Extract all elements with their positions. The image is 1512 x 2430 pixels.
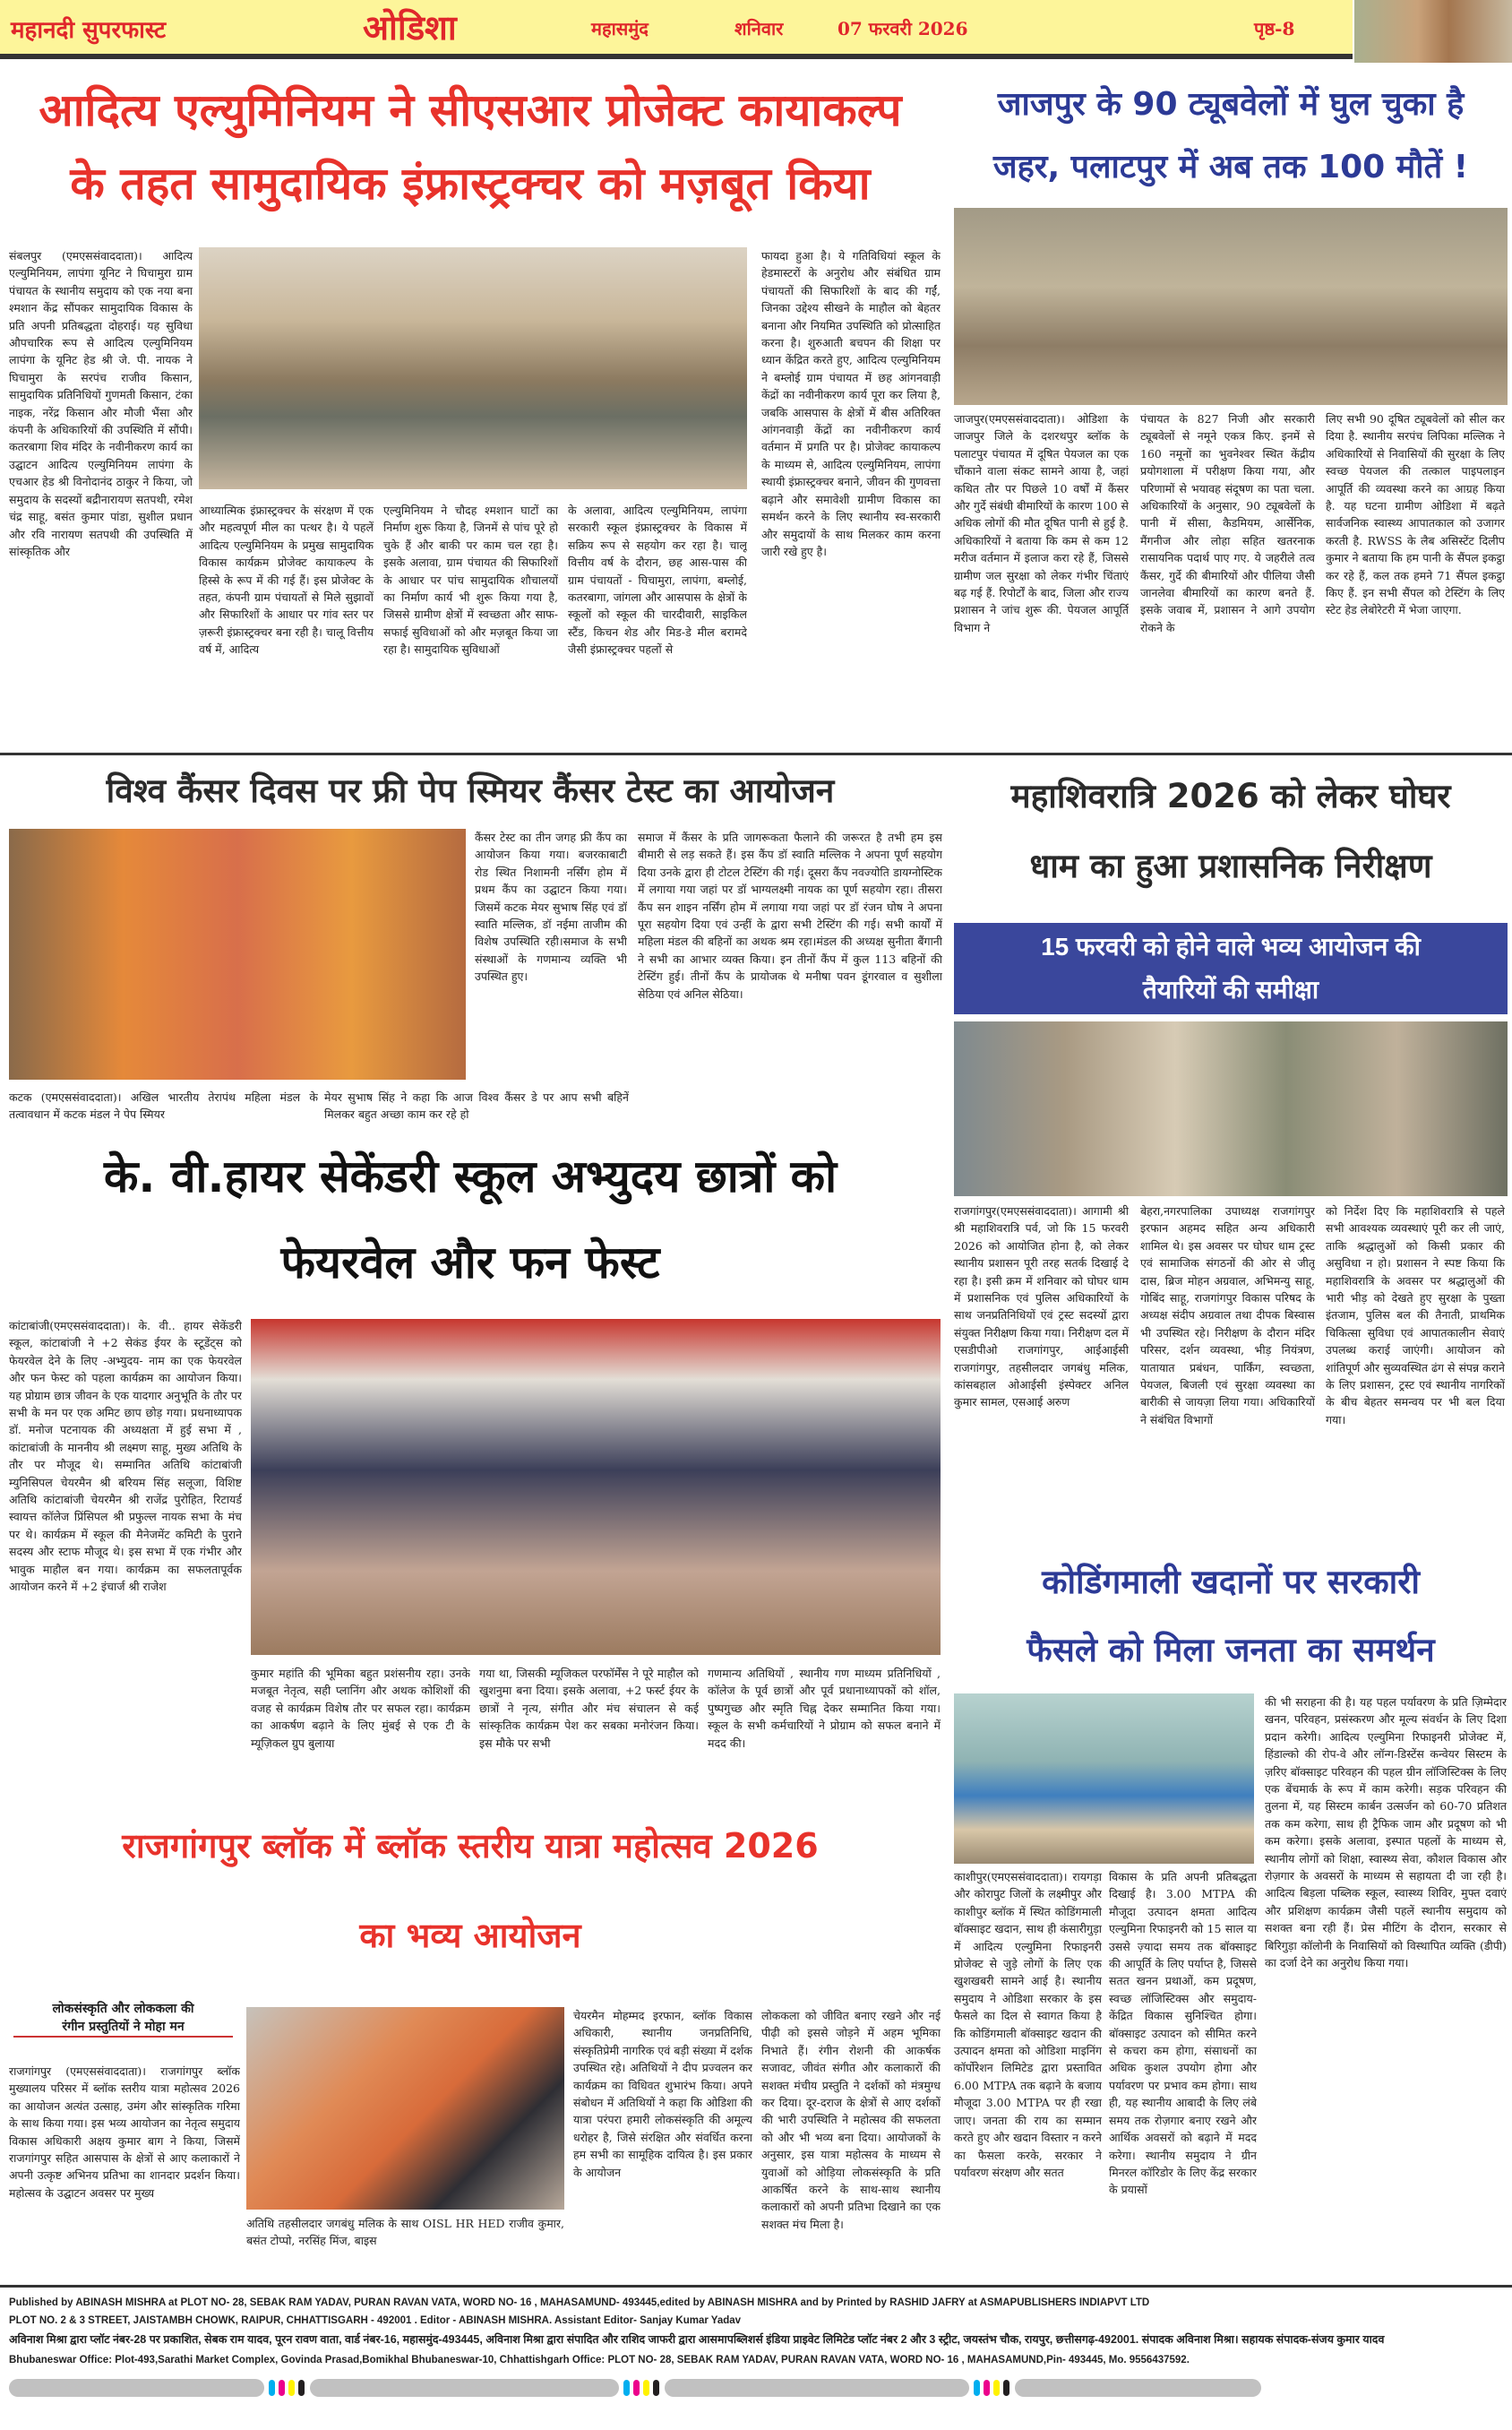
photo-caption: मेयर सुभाष सिंह ने कहा कि आज विश्व कैंसर डे पर आप सभी बहिनें मिलकर बहुत अच्छा काम कर रहे हो bbox=[324, 1090, 629, 1122]
article-text: समाज में कैंसर के प्रति जागरूकता फैलाने की जरूरत है तभी हम इस बीमारी से लड़ सकते हैं। इस कैंप डॉ स्वाति मल्लिक ने अपना पूर्ण सहयोग दिया उनके द्वारा ही टोटल टेस्टिंग की गई। दूसरा कैंप नवज्योति डायग्नोस्टिक में लगाया गया जहां पर डॉ भाग्यलक्ष्मी नायक का पूर्ण सहयोग रहा। तीसरा कैंप सन शाइन नर्सिंग होम में लगाया गया जहां पर डॉ रंजन घोष ने अपना पूरा सहयोग दिया एवं उन्हीं के द्वारा सभी टेस्टिंग की गई। सभी कार्यों में महिला मंडल की बहिनों का अथक श्रम रहा।मंडल की अध्यक्ष सुनीता बैंगानी ने सभी का आभार व्यक्त किया। इन तीनों कैंप में कुल 113 बहिनों की टेस्टिंग हुई। तीनों कैंप के प्रायोजक थे मनीषा पवन डूंगरवाल व सुशीला सेठिया एवं अनिल सेठिया। bbox=[638, 831, 942, 1001]
subheadline-rajgangpur bbox=[13, 2000, 233, 2038]
photo-yatra-festival bbox=[246, 2007, 564, 2210]
article-text: फायदा हुआ है। ये गतिविधियां स्कूल के हेडमास्टरों के अनुरोध और संबंधित ग्राम पंचायतों की सिफारिशों के बाद की गईं, जिनका उद्देश्य सीखने के माहौल को बेहतर बनाना और नियमित उपस्थिति को प्रोत्साहित करना है। शुरुआती बचपन की शिक्षा पर ध्यान केंद्रित करते हुए, आदित्य एल्युमिनियम ने बम्लोई ग्राम पंचायत में छह आंगनवाड़ी केंद्रों का नवीनीकरण कार्य पूरा कर लिया है, जबकि आसपास के क्षेत्रों में बीस अतिरिक्त आंगनवाड़ी केंद्रों का नवीनीकरण कार्य वर्तमान में प्रगति पर है। प्रोजेक्ट कायाकल्प के माध्यम से, आदित्य एल्युमिनियम, लापंगा स्थायी इंफ्रास्ट्रक्चर बनाने, जीवन की गुणवत्ता बढ़ाने और समावेशी ग्रामीण विकास का समर्थन करने के लिए स्थानीय स्व-सरकारी और समुदायों के साथ मिलकर काम करना जारी रखे हुए है। bbox=[761, 249, 941, 558]
subheadline-line: 15 फरवरी को होने वाले भव्य आयोजन की bbox=[1041, 933, 1421, 961]
headline-line: कोडिंगमाली खदानों पर सरकारी bbox=[1042, 1563, 1420, 1601]
headline-line: महाशिवरात्रि 2026 को लेकर घोघर bbox=[1010, 777, 1451, 815]
headline-line: धाम का हुआ प्रशासनिक निरीक्षण bbox=[1029, 847, 1432, 885]
article-text: एल्युमिनियम ने चौदह श्मशान घाटों का निर्माण शुरू किया है, जिनमें से पांच पूरे हो चुके हैं और बाकी पर काम चल रहा है। इसके अलावा, ग्राम पंचायत की सिफारिशों के आधार पर पांच सामुदायिक शौचालयों का निर्माण कार्य भी शुरू किया गया है, जिससे ग्रामीण क्षेत्रों में स्वच्छता और साफ-सफाई सुविधाओं को और मज़बूत किया जा रहा है। सामुदायिक सुविधाओं bbox=[383, 504, 558, 657]
headline-line: फैसले को मिला जनता का समर्थन bbox=[1027, 1631, 1435, 1669]
article-text: पंचायत के 827 निजी और सरकारी ट्यूबवेलों से नमूने एकत्र किए. इनमें से 160 नमूनों का भुवनेश्वर स्थित केंद्रीय प्रयोगशाला में परीक्षण किया गया, और परिणामों से भयावह संदूषण का पता चला. अधिकारियों के अनुसार, 90 ट्यूबवेलों के पानी में सीसा, कैडमियम, आर्सेनिक, मैंगनीज और लोहा सहित खतरनाक रासायनिक पदार्थ पाए गए. ये जहरीले तत्व कैंसर, गुर्दे की बीमारियों और पीलिया जैसी जानलेवा बीमारियों का कारण बनते हैं. इसके जवाब में, प्रशासन ने आगे उपयोग रोकने के bbox=[1140, 412, 1315, 634]
headline-rajgangpur bbox=[0, 1801, 941, 1980]
article-text: लोककला को जीवित बनाए रखने और नई पीढ़ी को इससे जोड़ने में अहम भूमिका निभाते हैं। रंगीन रोशनी की आकर्षक सजावट, जीवंत संगीत और कलाकारों की सशक्त मंचीय प्रस्तुति ने दर्शकों को मंत्रमुग्ध कर दिया। दूर-दराज के क्षेत्रों से आए दर्शकों की भारी उपस्थिति ने महोत्सव की सफलता को और भी भव्य बना दिया। आयोजकों के अनुसार, इस यात्रा महोत्सव के माध्यम से युवाओं को ओड़िया लोकसंस्कृति के प्रति आकर्षित करने के साथ-साथ स्थानीय कलाकारों को अपनी प्रतिभा दिखाने का एक सशक्त मंच मिला है। bbox=[761, 2009, 941, 2231]
headline-school bbox=[0, 1133, 941, 1305]
article-text: बेहरा,नगरपालिका उपाध्यक्ष राजगांगपुर इरफान अहमद सहित अन्य अधिकारी शामिल थे। इस अवसर पर घोघर धाम ट्रस्ट एवं सामाजिक संगठनों की ओर से जीतू दास, ब्रिज मोहन अग्रवाल, अभिमन्यु साहू, गोबिंद साहू, राजगांगपुर विकास परिषद के अध्यक्ष संदीप अग्रवाल तथा दीपक बिस्वास भी उपस्थित रहे। निरीक्षण के दौरान मंदिर परिसर, दर्शन व्यवस्था, भीड़ नियंत्रण, यातायात प्रबंधन, पार्किंग, स्वच्छता, पेयजल, बिजली एवं सुरक्षा व्यवस्था का बारीकी से जायज़ा लिया गया। अधिकारियों ने संबंधित विभागों bbox=[1140, 1204, 1315, 1426]
article-text: काशीपुर(एमएससंवाददाता)। रायगड़ा और कोरापुट जिलों के लक्ष्मीपुर और काशीपुर ब्लॉक में स्थित कोडिंगमाली बॉक्साइट खदान, साथ ही कंसारीगुड़ा में आदित्य एल्युमिना रिफाइनरी प्रोजेक्ट से जुड़े लोगों के लिए एक खुशखबरी सामने आई है। स्थानीय समुदाय ने ओडिशा सरकार के इस फैसले का दिल से स्वागत किया है कि कोडिंगमाली बॉक्साइट खदान की उत्पादन क्षमता को ओडिशा माइनिंग कॉर्पोरेशन लिमिटेड द्वारा प्रस्तावित 6.00 MTPA तक बढ़ाने के बजाय मौजूदा 3.00 MTPA पर ही रखा जाए। जनता की राय का सम्मान करते हुए और खदान विस्तार न करने का फैसला करके, सरकार ने पर्यावरण संरक्षण और सतत bbox=[954, 1870, 1102, 2179]
subheadline-line: रंगीन प्रस्तुतियों ने मोहा मन bbox=[62, 2020, 185, 2034]
edition-name: ओडिशा bbox=[363, 7, 457, 47]
imprint-line-hindi: अविनाश मिश्रा द्वारा प्लॉट नंबर-28 पर प्रकाशित, सेबक राम यादव, पूरन रावण वाता, वार्ड नंबर-16, महासमुंद-493445, अविनाश मिश्रा द्वारा संपादित और राशिद जाफरी द्वारा आसमापब्लिशर्स इंडिया प्राइवेट लिमिटेड प्लॉट नंबर 2 और 3 स्ट्रीट, जयस्तंभ चौक, रायपुर, छत्तीसगढ़-492001. संपादक अविनाश मिश्रा। सहायक संपादक-संजय कुमार यादव bbox=[9, 2333, 1385, 2346]
imprint bbox=[9, 2294, 1503, 2397]
photo-farewell-stage bbox=[251, 1319, 941, 1655]
headline-line: का भव्य आयोजन bbox=[359, 1916, 581, 1955]
headline-jajpur bbox=[949, 73, 1512, 199]
article-text: राजगांगपुर (एमएससंवाददाता)। राजगांगपुर ब्लॉक मुख्यालय परिसर में ब्लॉक स्तरीय यात्रा महोत्सव 2026 का आयोजन अत्यंत उत्साह, उमंग और सांस्कृतिक गरिमा के साथ किया गया। इस भव्य आयोजन का नेतृत्व समुदाय विकास अधिकारी अक्षय कुमार बाग ने किया, जिसमें राजगांगपुर सहित आसपास के क्षेत्रों से आए कलाकारों ने अपनी उत्कृष्ट अभिनय प्रतिभा का शानदार प्रदर्शन किया। महोत्सव के उद्घाटन अवसर पर मुख्य bbox=[9, 2064, 240, 2200]
registration-bar bbox=[9, 2378, 1503, 2397]
article-text: कैंसर टेस्ट का तीन जगह फ्री कैंप का आयोजन किया गया। बजरकाबाटी रोड स्थित निशामनी नर्सिंग होम में प्रथम कैंप का उद्घाटन किया गया। जिसमें कटक मेयर सुभाष सिंह एवं डॉ स्वाति मल्लिक, डॉ नईमा ताजीम की विशेष उपस्थिति रही।समाज के सभी संस्थाओं के गणमान्य व्यक्ति भी उपस्थित हुए। bbox=[475, 831, 627, 984]
article-text: के अलावा, आदित्य एल्युमिनियम, लापंगा सरकारी स्कूल इंफ्रास्ट्रक्चर के विकास में सक्रिय रूप से सहयोग कर रहा है। चालू वित्तीय वर्ष के दौरान, छह आस-पास की ग्राम पंचायतों - घिचामुरा, लापंगा, बम्लोई, कतरबागा, जांगला और आसपास के क्षेत्रों के स्कूलों को स्कूल की चारदीवारी, साइकिल स्टैंड, किचन शेड और मिड-डे मील बरामदे जैसी इंफ्रास्ट्रक्चर पहलों से bbox=[568, 504, 747, 657]
article-text: जाजपुर(एमएससंवाददाता)। ओडिशा के जाजपुर जिले के दशरथपुर ब्लॉक के पलाटपुर पंचायत में दूषित पेयजल का एक चौंकाने वाला संकट सामने आया है, जहां कथित तौर पर पिछले 10 वर्षों में कैंसर और गुर्दे संबंधी बीमारियों के कारण 100 से अधिक लोगों की मौत दूषित पानी से हुई है. अधिकारियों ने बताया कि कम से कम 12 मरीज वर्तमान में इलाज करा रहे हैं, जिससे ग्रामीण जल सुरक्षा को लेकर गंभीर चिंताएं बढ़ गई हैं. रिपोर्टों के बाद, जिला और राज्य प्रशासन ने जांच शुरू की. पेयजल आपूर्ति विभाग ने bbox=[954, 412, 1129, 634]
article-text: लिए सभी 90 दूषित ट्यूबवेलों को सील कर दिया है. स्थानीय सरपंच लिपिका मल्लिक ने अधिकारियों से निवासियों की सुरक्षा के लिए स्वच्छ पेयजल की तत्काल पाइपलाइन आपूर्ति की व्यवस्था करने का आग्रह किया है. यह घटना ग्रामीण ओडिशा में बढ़ते सार्वजनिक स्वास्थ्य आपातकाल को उजागर करती है. RWSS के लैब असिस्टेंट दिलीप कुमार ने बताया कि हम पानी के सैंपल इकट्ठा कर रहे हैं, कल तक हमने 71 सैंपल इकट्ठा किए हैं. इन सभी सैंपल को टेस्टिंग के लिए स्टेट हेड लेबोरेटरी में भेजा जाएगा. bbox=[1326, 412, 1505, 617]
article-text: संबलपुर (एमएससंवाददाता)। आदित्य एल्युमिनियम, लापंगा यूनिट ने घिचामुरा ग्राम पंचायत के स्थानीय समुदाय को एक नया बना श्मशान केंद्र सौंपकर सामुदायिक विकास के प्रति अपनी प्रतिबद्धता दोहराई। यह सुविधा औपचारिक रूप से आदित्य एल्युमिनियम लापंगा के यूनिट हेड श्री जे. पी. नायक ने घिचामुरा के सरपंच राजीव किसान, सामुदायिक प्रतिनिधियों गुणमती किसान, टंका नाइक, नरेंद्र किसान और मौजी भैंसा और कंपनी के अधिकारियों की उपस्थिति में सौंपी। कतरबागा शिव मंदिर के नवीनीकरण कार्य का उद्घाटन आदित्य एल्युमिनियम लापंगा के एचआर हेड श्री विनोदानंद ठाकुर ने किया, जो समुदाय के सदस्यों बद्रीनारायण सतपथी, रमेश चंद्र साहू, बसंत कुमार पांडा, सुशील प्रधान और रवि नारायण सतपथी की उपस्थिति में सांस्कृतिक और bbox=[9, 249, 193, 558]
divider bbox=[0, 2285, 1512, 2288]
paper-name: महानदी सुपरफास्ट bbox=[11, 17, 167, 44]
office-addresses: Bhubaneswar Office: Plot-493,Sarathi Market Complex, Govinda Prasad,Bomikhal Bhubaneswar-10, Chhattishgarh Office: PLOT NO- 28, SEBAK RAM YADAV, PURAN RAVAN VATA, WORD NO- 16 , MAHASAMUND,Pin- 493445, Mo. 9556437592. bbox=[9, 2355, 1190, 2365]
article-text: गणमान्य अतिथियों , स्थानीय गण माध्यम प्रतिनिधियों , कॉलेज के पूर्व छात्रों और पूर्व प्रधानाध्यापकों को शॉल, पुष्पगुच्छ और स्मृति चिह्न देकर सम्मानित किया गया। स्कूल के सभी कर्मचारियों ने प्रोग्राम को सफल बनाने में मदद की। bbox=[708, 1667, 941, 1750]
article-text: कुमार महांति की भूमिका बहुत प्रशंसनीय रहा। उनके मजबूत नेतृत्व, सही प्लानिंग और अथक कोशिशों की वजह से कार्यक्रम विशेष तौर पर सफल रहा। कार्यक्रम का आकर्षण बढ़ाने के लिए मुंबई से एक टी के म्यूज़िकल ग्रुप बुलाया bbox=[251, 1667, 470, 1750]
headline-line: के. वी.हायर सेकेंडरी स्कूल अभ्युदय छात्रों को bbox=[103, 1150, 838, 1202]
photo-cancer-camp bbox=[9, 829, 466, 1080]
photo-crematorium-handover bbox=[199, 247, 747, 489]
photo-inspection-team bbox=[954, 1021, 1508, 1196]
article-text: की भी सराहना की है। यह पहल पर्यावरण के प्रति ज़िम्मेदार खनन, परिवहन, प्रसंस्करण और मूल्य संवर्धन के लिए दिशा प्रदान करेगी। आदित्य एल्युमिना रिफाइनरी प्रोजेक्ट में, हिंडाल्को की रोप-वे और लॉन्ग-डिस्टेंस कन्वेयर सिस्टम के ज़रिए बॉक्साइट परिवहन की पहल ग्रीन लॉजिस्टिक्स के लिए एक बेंचमार्क के रूप में काम करेगी। सड़क परिवहन की तुलना में, यह सिस्टम कार्बन उत्सर्जन को 60-70 प्रतिशत तक कम करेगा, साथ ही ट्रैफिक जाम और प्रदूषण को भी कम करेगा। इसके अलावा, इस्पात पहलों के माध्यम से, स्थानीय लोगों को शिक्षा, स्वास्थ्य सेवा, कौशल विकास और रोज़गार के अवसरों के माध्यम से सहायता दी जा रही है। आदित्य बिड़ला पब्लिक स्कूल, स्वास्थ्य शिविर, मुफ्त दवाएं और प्रशिक्षण कार्यक्रम जैसी पहलें स्थानीय समुदाय को सशक्त बना रही हैं। प्रेस मीटिंग के दौरान, सरकार से बिरिगुड़ा कॉलोनी के निवासियों को विस्थापित व्यक्ति (डीपी) का दर्जा देने का अनुरोध किया गया। bbox=[1265, 1695, 1507, 1970]
article-text: राजगांगपुर(एमएससंवाददाता)। आगामी श्री श्री महाशिवरात्रि पर्व, जो कि 15 फरवरी 2026 को आयोजित होना है, को लेकर स्थानीय प्रशासन पूरी तरह सतर्क दिखाई दे रहा है। इसी क्रम में शनिवार को घोघर धाम में प्रशासनिक एवं पुलिस अधिकारियों के साथ जनप्रतिनिधियों एवं ट्रस्ट सदस्यों द्वारा संयुक्त निरीक्षण किया गया। निरीक्षण दल में एसडीपीओ राजगांगपुर, आईआईसी राजगांगपुर, तहसीलदार जगबंधु मलिक, कांसबहाल ओआईसी इंस्पेक्टर अनिल कुमार सामल, एसआई अरुण bbox=[954, 1204, 1129, 1409]
headline-line: फेयरवेल और फन फेस्ट bbox=[280, 1237, 660, 1288]
divider bbox=[0, 753, 1512, 755]
headline-line: आदित्य एल्युमिनियम ने सीएसआर प्रोजेक्ट कायाकल्प bbox=[39, 84, 902, 136]
imprint-line: Published by ABINASH MISHRA at PLOT NO- 28, SEBAK RAM YADAV, PURAN RAVAN VATA, WORD NO- 16 , MAHASAMUND- 493445,edited by ABINASH MISHRA and by Printed by RASHID JAFRY at ASMAPUBLISHERS INDIAPVT LTD bbox=[9, 2297, 1150, 2308]
article-text: अतिथि तहसीलदार जगबंधु मलिक के साथ OISL HR HED राजीव कुमार, बसंत टोप्पो, नरसिंह मिंज, बाइस bbox=[246, 2217, 564, 2248]
city: महासमुंद bbox=[591, 18, 649, 39]
subheadline-line: तैयारियों की समीक्षा bbox=[1142, 976, 1319, 1004]
temple-image bbox=[1354, 0, 1512, 63]
headline-shivratri bbox=[949, 762, 1512, 901]
article-text: आध्यात्मिक इंफ्रास्ट्रक्चर के संरक्षण में एक और महत्वपूर्ण मील का पत्थर है। ये पहलें आदित्य एल्युमिनियम के प्रमुख सामुदायिक विकास कार्यक्रम प्रोजेक्ट कायाकल्प के हिस्से के रूप में की गई हैं। इस प्रोजेक्ट के तहत, कंपनी ग्राम पंचायतों से मिले सुझावों और सिफारिशों के आधार पर गांव स्तर पर ज़रूरी इंफ्रास्ट्रक्चर बना रही है। चालू वित्तीय वर्ष में, आदित्य bbox=[199, 504, 374, 657]
article-text: को निर्देश दिए कि महाशिवरात्रि से पहले सभी आवश्यक व्यवस्थाएं पूरी कर ली जाएं, ताकि श्रद्धालुओं को किसी प्रकार की असुविधा न हो। प्रशासन ने स्पष्ट किया कि महाशिवरात्रि के अवसर पर श्रद्धालुओं की भारी भीड़ को देखते हुए सुरक्षा के पुख्ता इंतजाम, पुलिस बल की तैनाती, प्राथमिक चिकित्सा सुविधा एवं आपातकालीन सेवाएं उपलब्ध कराई जाएंगी। आयोजन को शांतिपूर्ण और सुव्यवस्थित ढंग से संपन्न कराने के लिए प्रशासन, ट्रस्ट एवं स्थानीय नागरिकों के बीच बेहतर समन्वय पर भी बल दिया गया। bbox=[1326, 1204, 1505, 1426]
photo-caption: कटक (एमएससंवाददाता)। अखिल भारतीय तेरापंथ महिला मंडल के तत्वावधान में कटक मंडल ने पेप स्मियर bbox=[9, 1090, 318, 1122]
headline-line: के तहत सामुदायिक इंफ्रास्ट्रक्चर को मज़बूत किया bbox=[70, 158, 871, 210]
headline-aditya bbox=[0, 73, 941, 220]
article-text: चेयरमैन मोहम्मद इरफान, ब्लॉक विकास अधिकारी, स्थानीय जनप्रतिनिधि, संस्कृतिप्रेमी नागरिक एवं बड़ी संख्या में दर्शक उपस्थित रहे। अतिथियों ने दीप प्रज्वलन कर कार्यक्रम का विधिवत शुभारंभ किया। अपने संबोधन में अतिथियों ने कहा कि ओडिशा की यात्रा परंपरा हमारी लोकसंस्कृति की अमूल्य धरोहर है, जिसे संरक्षित और संवर्धित करना हम सभी का सामूहिक दायित्व है। इस प्रकार के आयोजन bbox=[573, 2009, 752, 2179]
article-text: विकास के प्रति अपनी प्रतिबद्धता दिखाई है। 3.00 MTPA की मौजूदा उत्पादन क्षमता आदित्य एल्युमिना रिफाइनरी को 15 साल या उससे ज़्यादा समय तक बॉक्साइट की आपूर्ति के लिए पर्याप्त है, जिससे सतत खनन प्रथाओं, कम प्रदूषण, स्वच्छ लॉजिस्टिक्स और समुदाय-केंद्रित विकास सुनिश्चित होगा। बॉक्साइट उत्पादन को सीमित करने से कचरा कम होगा, संसाधनों का अधिक कुशल उपयोग होगा और पर्यावरण पर प्रभाव कम होगा। साथ ही, यह स्थानीय आबादी के लिए लंबे समय तक रोज़गार बनाए रखने और आर्थिक अवसरों को बढ़ाने में मदद करेगा। स्थानीय समुदाय ने ग्रीन मिनरल कॉरिडोर के लिए केंद्र सरकार के प्रयासों bbox=[1109, 1870, 1257, 2197]
subheadline-box bbox=[954, 923, 1508, 1014]
headline-line: जाजपुर के 90 ट्यूबवेलों में घुल चुका है bbox=[997, 86, 1465, 123]
photo-handpump-village bbox=[954, 208, 1508, 405]
imprint-line: PLOT NO. 2 & 3 STREET, JAISTAMBH CHOWK, RAIPUR, CHHATTISGARH - 492001 . Editor - ABINASH MISHRA. Assistant Editor- Sanjay Kumar Yadav bbox=[9, 2315, 742, 2326]
subheadline-line: लोकसंस्कृति और लोककला की bbox=[52, 2002, 194, 2016]
headline-line: जहर, पलाटपुर में अब तक 100 मौतें ! bbox=[992, 149, 1469, 185]
page-number: पृष्ठ-8 bbox=[1254, 18, 1295, 39]
article-text: गया था, जिसकी म्यूजिकल परफॉर्मेंस ने पूरे माहौल को खुशनुमा बना दिया। इसके अलावा, +2 फर्स्ट ईयर के छात्रों ने नृत्य, संगीत और मंच संचालन से कई सांस्कृतिक कार्यक्रम पेश कर सबका मनोरंजन किया। इस मौके पर सभी bbox=[479, 1667, 699, 1750]
headline-kodingamali bbox=[949, 1548, 1512, 1685]
photo-press-meet bbox=[954, 1693, 1254, 1864]
day: शनिवार bbox=[735, 18, 784, 39]
date: 07 फरवरी 2026 bbox=[838, 18, 968, 39]
article-text: कांटाबांजी(एमएससंवाददाता)। के. वी.. हायर सेकेंडरी स्कूल, कांटाबांजी ने +2 सेकंड ईयर के स्टूडेंट्स को फेयरवेल देने के लिए -अभ्युदय- नाम का एक फेयरवेल और फन फेस्ट को पहला कार्यक्रम का आयोजन किया। यह प्रोग्राम छात्र जीवन के एक यादगार अनुभूति के तौर पर सभी के मन पर एक अमिट छाप छोड़ गया। प्रधनाध्यापक डॉ. मनोज पटनायक की अध्यक्षता में हुई सभा में , कांटाबांजी के माननीय श्री लक्ष्मण साहू, मुख्य अतिथि के तौर पर मौजूद थे। सम्मानित अतिथि कांटाबांजी म्युनिसिपल चेयरमैन श्री बरियम सिंह सलूजा, विशिष्ट अतिथि कांटाबांजी चेयरमैन श्री राजेंद्र पुरोहित, रिटायर्ड स्वायत्त कॉलेज प्रिंसिपल श्री प्रफुल्ल नायक सभा के मंच पर थे। कार्यक्रम में स्कूल की मैनेजमेंट कमिटी के पुराने सदस्य और स्टाफ मौजूद थे। इस सभा में एक गंभीर और भावुक माहौल बन गया। कार्यक्रम का सफलतापूर्वक आयोजन करने में +2 इंचार्ज श्री राजेश bbox=[9, 1319, 242, 1594]
headline-line: राजगांगपुर ब्लॉक में ब्लॉक स्तरीय यात्रा महोत्सव 2026 bbox=[122, 1826, 819, 1866]
masthead-bar bbox=[0, 0, 1353, 59]
headline-cancer: विश्व कैंसर दिवस पर फ्री पेप स्मियर कैंसर टेस्ट का आयोजन bbox=[106, 771, 835, 810]
